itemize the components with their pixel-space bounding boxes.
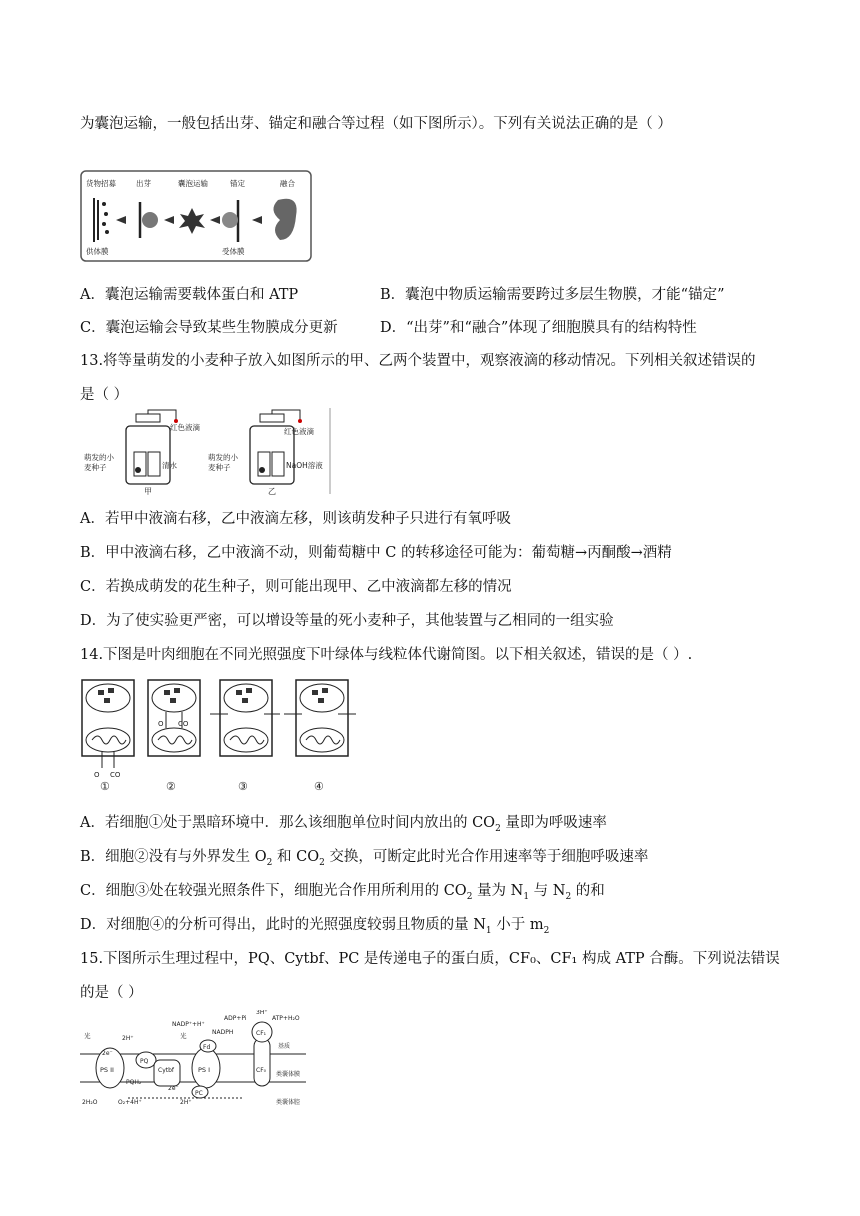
q13-option-b: B．甲中液滴右移，乙中液滴不动，则葡萄糖中 C 的转移途径可能为：葡萄糖→丙酮酸→酒精 <box>80 545 672 561</box>
q12-option-d: D．“出芽”和“融合”体现了细胞膜具有的结构特性 <box>380 320 697 336</box>
h2-bottom-label: 2H⁺ <box>180 1099 192 1106</box>
red-drop-label-yi: 红色液滴 <box>284 427 314 436</box>
nadph-label: NADPH <box>212 1029 234 1036</box>
respiration-apparatus-figure <box>80 408 332 496</box>
adp-label: ADP+Pi <box>224 1015 247 1022</box>
thylakoid-membrane-label: 类囊体膜 <box>276 1071 301 1078</box>
q13-stem-line2: 是（ ） <box>80 387 129 403</box>
nadp-label: NADP⁺+H⁺ <box>172 1021 205 1028</box>
svg-text:CO <box>178 720 189 728</box>
o2-label-cell2: O <box>158 720 164 728</box>
q12-option-c: C．囊泡运输会导致某些生物膜成分更新 <box>80 320 338 336</box>
seed-label-jia-1: 萌发的小 <box>84 453 114 462</box>
cell-label-3: ③ <box>238 780 248 793</box>
h3-label: 3H⁺ <box>256 1010 268 1016</box>
svg-text:CO <box>110 771 121 779</box>
q13-stem-line1: 13.将等量萌发的小麦种子放入如图所示的甲、乙两个装置中，观察液滴的移动情况。下列相关叙述错误的 <box>80 353 756 369</box>
q14-option-b: B．细胞②没有与外界发生 $O_2$ 和 $CO_2$ 交换，可断定此时光合作用速率等于细胞呼吸速率 <box>80 849 649 868</box>
light-label-ps2: 光 <box>84 1032 91 1040</box>
h2o-label: 2H₂O <box>82 1099 98 1106</box>
q15-stem-line1: 15.下图所示生理过程中，PQ、Cytbf、PC 是传递电子的蛋白质，CF₀、CF₁ 构成 ATP 合酶。下列说法错误 <box>80 951 780 967</box>
e2-label-cytbf: 2e⁻ <box>168 1085 179 1092</box>
q14-option-a: A．若细胞①处于黑暗环境中．那么该细胞单位时间内放出的 $CO_2$ 量即为呼吸速率 <box>80 815 607 834</box>
q14-stem: 14.下图是叶肉细胞在不同光照强度下叶绿体与线粒体代谢简图。以下相关叙述，错误的是（ ）. <box>80 647 693 663</box>
pqh2-label: PQH₂ <box>126 1079 142 1086</box>
naoh-label: NaOH溶液 <box>286 461 323 470</box>
apparatus-jia-label: 甲 <box>144 487 152 496</box>
chloroplast-mitochondria-figure <box>80 678 360 794</box>
cf1-label: CF₁ <box>256 1030 267 1037</box>
stage-label-transport: 囊泡运输 <box>178 179 208 188</box>
o2-label-cell1: O <box>94 771 100 779</box>
o2-4h-label: O₂+4H⁺ <box>118 1099 142 1106</box>
stage-label-fuse: 融合 <box>280 179 295 188</box>
co2-label-cell2: CO <box>178 720 189 728</box>
q14-option-c: C．细胞③处在较强光照条件下，细胞光合作用所利用的 $CO_2$ 量为 $N_1$ 与 $N_2$ 的和 <box>80 883 605 902</box>
light-label-ps1: 光 <box>180 1032 187 1040</box>
cytbf-label: Cytbf <box>158 1067 175 1074</box>
vesicle-transport-figure <box>80 170 312 262</box>
q13-option-d: D．为了使实验更严密，可以增设等量的死小麦种子，其他装置与乙相同的一组实验 <box>80 613 614 629</box>
red-drop-label-jia: 红色液滴 <box>170 423 200 432</box>
stage-label-bud: 出芽 <box>136 179 151 188</box>
q12-option-a: A．囊泡运输需要载体蛋白和 ATP <box>80 287 299 303</box>
svg-text:O <box>94 771 100 779</box>
svg-text:O <box>158 720 164 728</box>
seed-label-yi-2: 麦种子 <box>208 463 231 472</box>
receptor-membrane-label: 受体膜 <box>222 247 245 256</box>
photosynthesis-electron-chain-figure <box>80 1010 308 1112</box>
seed-label-yi-1: 萌发的小 <box>208 453 238 462</box>
cf0-label: CF₀ <box>256 1067 267 1074</box>
h2-top-label: 2H⁺ <box>122 1035 134 1042</box>
atp-label: ATP+H₂O <box>272 1015 300 1022</box>
pq-label: PQ <box>140 1058 149 1065</box>
ps1-label: PS I <box>198 1066 211 1074</box>
cell-label-1: ① <box>100 780 110 793</box>
q15-stem-line2: 的是（ ） <box>80 985 143 1001</box>
q14-option-d: D．对细胞④的分析可得出，此时的光照强度较弱且物质的量 $N_1$ 小于 $m_2$ <box>80 917 550 936</box>
q13-option-a: A．若甲中液滴右移，乙中液滴左移，则该萌发种子只进行有氧呼吸 <box>80 511 511 527</box>
cell-label-4: ④ <box>314 780 324 793</box>
fd-label: Fd <box>203 1044 211 1051</box>
apparatus-yi-label: 乙 <box>268 487 276 496</box>
seed-label-jia-2: 麦种子 <box>84 463 107 472</box>
thylakoid-lumen-label: 类囊体腔 <box>276 1099 301 1106</box>
q12-stem: 为囊泡运输，一般包括出芽、锚定和融合等过程（如下图所示）。下列有关说法正确的是（ ） <box>80 116 672 132</box>
stage-label-dock: 锚定 <box>230 179 245 188</box>
stage-label-recruit: 货物招募 <box>86 179 116 188</box>
q12-option-b: B．囊泡中物质运输需要跨过多层生物膜，才能“锚定” <box>380 287 725 303</box>
ps2-label: PS II <box>100 1066 114 1074</box>
water-label: 清水 <box>162 461 177 470</box>
e2-label-ps2: 2e⁻ <box>102 1050 113 1057</box>
cell-label-2: ② <box>166 780 176 793</box>
co2-label-cell1: CO <box>110 771 121 779</box>
stroma-label: 基质 <box>278 1043 291 1050</box>
donor-membrane-label: 供体膜 <box>86 247 109 256</box>
q13-option-c: C．若换成萌发的花生种子，则可能出现甲、乙中液滴都左移的情况 <box>80 579 512 595</box>
pc-label: PC <box>195 1090 203 1097</box>
